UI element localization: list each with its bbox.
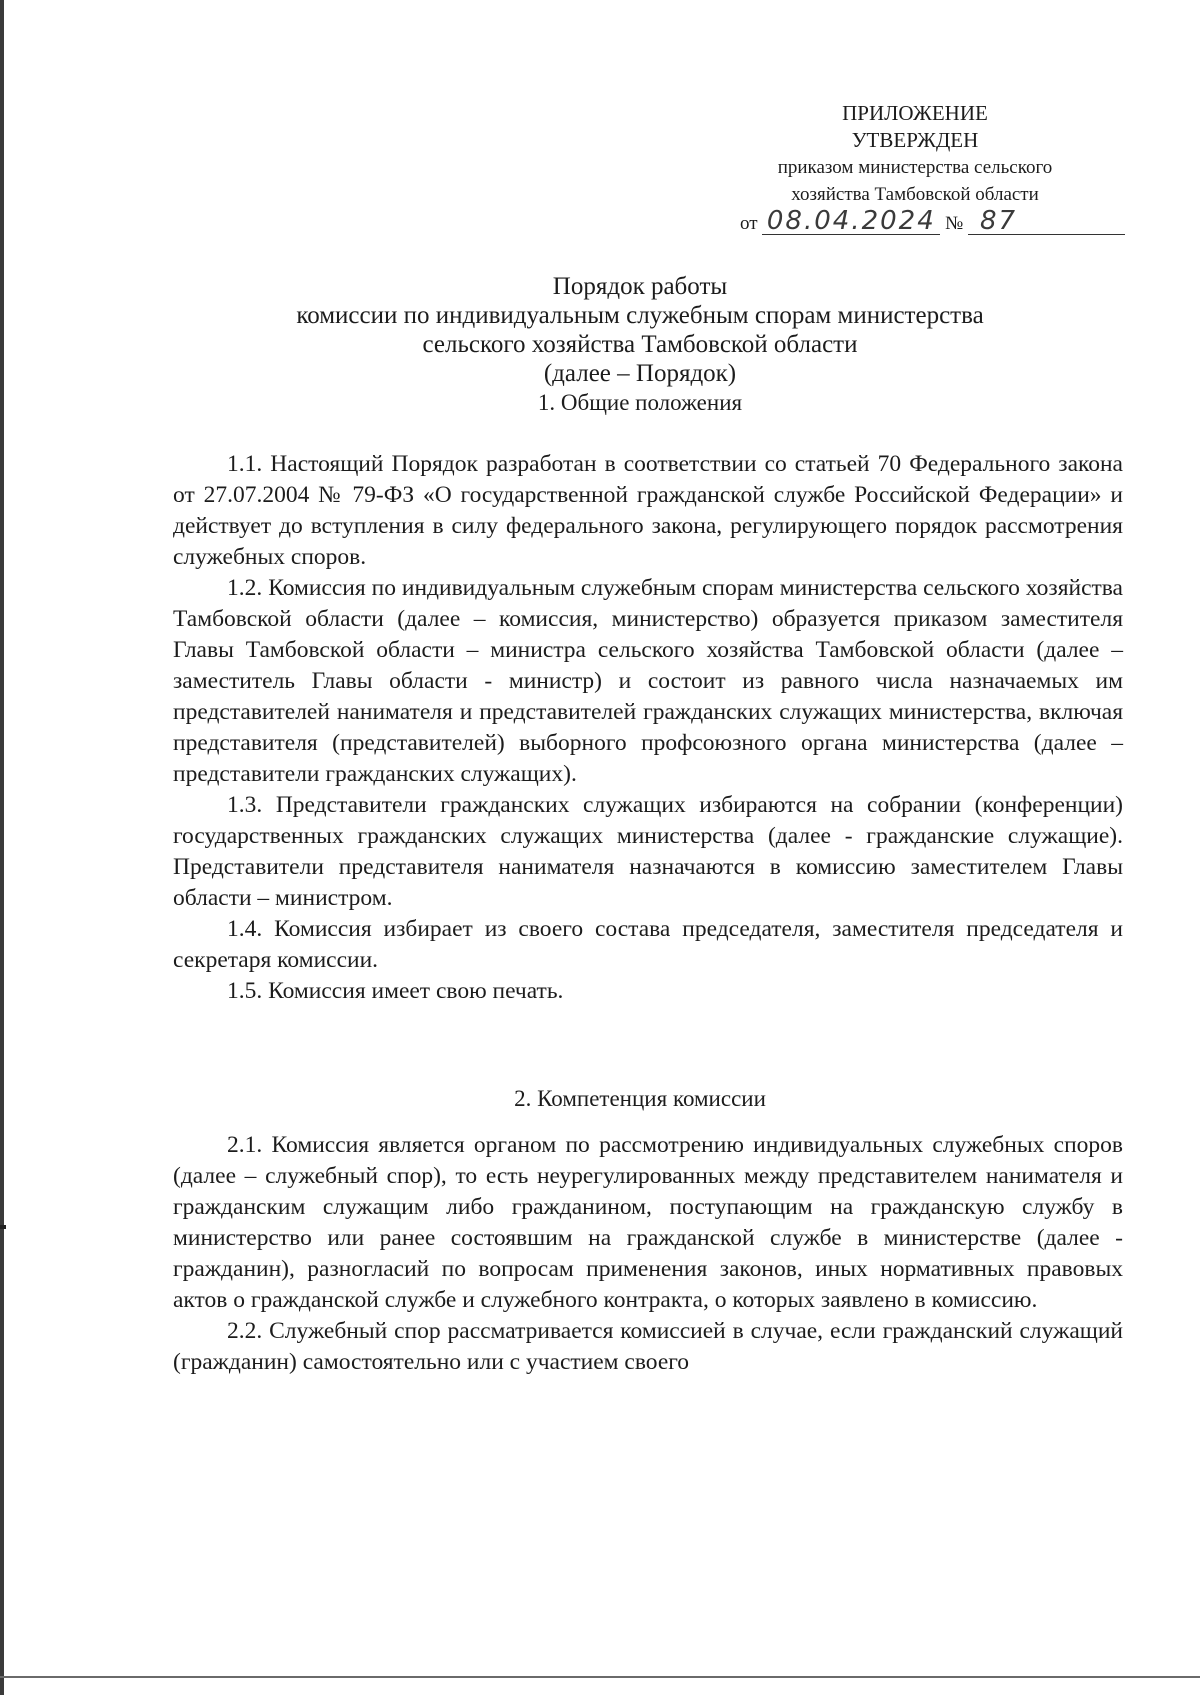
approval-date-number-line xyxy=(720,208,1110,237)
scan-edge-mark xyxy=(0,1225,6,1229)
paragraph-1-4: 1.4. Комиссия избирает из своего состава председателя, заместителя председателя и секретаря комиссии. xyxy=(173,916,1123,973)
title-line-3: сельского хозяйства Тамбовской области xyxy=(422,331,858,358)
section-2-body xyxy=(173,1130,1123,1378)
section-1-body xyxy=(173,449,1123,1007)
approval-approved: УТВЕРЖДЕН xyxy=(851,128,979,152)
paragraph-1-5: 1.5. Комиссия имеет свою печать. xyxy=(227,978,564,1004)
scan-bottom-edge xyxy=(0,1676,1200,1678)
paragraph-1-3: 1.3. Представители гражданских служащих избираются на собрании (конференции) государственных гражданских служащих министерства (далее - гражданские служащие). Представители представителя нанимателя назначаются в комиссию заместителем Главы области – министром. xyxy=(173,792,1123,911)
paragraph-2-1: 2.1. Комиссия является органом по рассмотрению индивидуальных служебных споров (далее – служебный спор), то есть неурегулированных между представителем нанимателя и гражданским служащим либо гражданином, поступающим на гражданскую службу в министерство или ранее состоявшим на гражданской службе в министерстве (далее - гражданин), разногласий по вопросам применения законов, иных нормативных правовых актов о гражданской службе и служебного контракта, о которых заявлено в комиссию. xyxy=(173,1132,1123,1313)
handwritten-date: 08.04.2024 xyxy=(762,208,940,235)
title-line-2: комиссии по индивидуальным служебным спорам министерства xyxy=(296,302,984,329)
section-1-heading: 1. Общие положения xyxy=(537,390,743,415)
date-prefix: от xyxy=(740,213,758,234)
scan-left-edge xyxy=(0,0,4,1695)
approval-ministry-line: хозяйства Тамбовской области xyxy=(791,184,1039,205)
paragraph-2-2: 2.2. Служебный спор рассматривается комиссией в случае, если гражданский служащий (гражданин) самостоятельно или с участием своего xyxy=(173,1318,1123,1375)
approval-order-line: приказом министерства сельского xyxy=(777,157,1053,178)
handwritten-number: 87 xyxy=(968,208,1125,235)
paragraph-1-2: 1.2. Комиссия по индивидуальным служебным спорам министерства сельского хозяйства Тамбовской области (далее – комиссия, министерство) образуется приказом заместителя Главы Тамбовской области – министра сельского хозяйства Тамбовской области (далее – заместитель Главы области - министр) и состоит из равного числа назначаемых им представителей нанимателя и представителей гражданских служащих министерства, включая представителя (представителей) выборного профсоюзного органа министерства (далее – представители гражданских служащих). xyxy=(173,575,1123,787)
paragraph-1-1: 1.1. Настоящий Порядок разработан в соответствии со статьей 70 Федерального закона от 27.07.2004 № 79-ФЗ «О государственной гражданской службе Российской Федерации» и действует до вступления в силу федерального закона, регулирующего порядок рассмотрения служебных споров. xyxy=(173,451,1123,570)
number-prefix: № xyxy=(945,213,964,234)
title-line-1: Порядок работы xyxy=(552,273,728,300)
title-line-4: (далее – Порядок) xyxy=(543,360,737,387)
approval-appendix: ПРИЛОЖЕНИЕ xyxy=(842,101,988,125)
document-title xyxy=(160,272,1120,388)
section-2-heading: 2. Компетенция комиссии xyxy=(514,1086,766,1111)
approval-stamp-block xyxy=(720,100,1110,237)
